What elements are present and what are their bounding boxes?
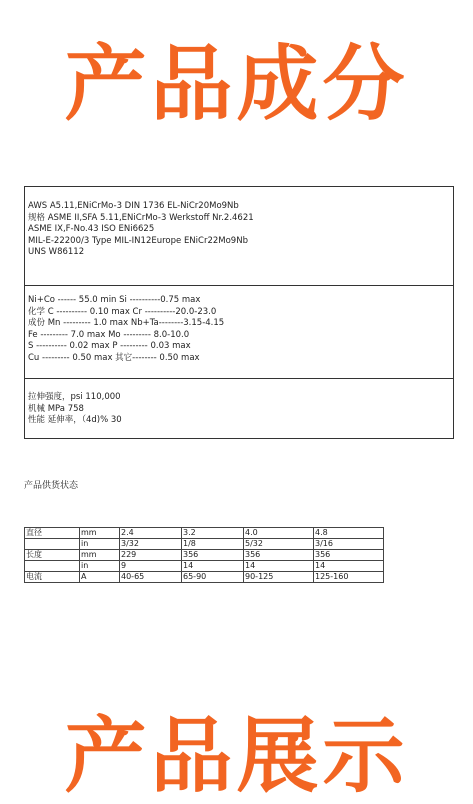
table-cell: mm [80, 550, 120, 561]
table-cell: 356 [314, 550, 384, 561]
banner-title-composition: 产品成分 [64, 37, 409, 132]
table-cell [25, 561, 80, 572]
table-cell: 2.4 [120, 528, 182, 539]
table-cell [25, 539, 80, 550]
table-cell: 3/16 [314, 539, 384, 550]
composition-line: 成份 Mn --------- 1.0 max Nb+Ta--------3.15-4.15 [28, 318, 225, 328]
table-cell: A [80, 572, 120, 583]
table-cell: 65-90 [182, 572, 244, 583]
banner-title-display: 产品展示 [64, 709, 409, 804]
table-cell: 4.8 [314, 528, 384, 539]
table-cell: 229 [120, 550, 182, 561]
table-row [25, 561, 384, 572]
table-cell: 356 [244, 550, 314, 561]
table-cell: 长度 [25, 550, 80, 561]
standards-line: UNS W86112 [28, 247, 85, 257]
table-cell: 电流 [25, 572, 80, 583]
table-cell: 1/8 [182, 539, 244, 550]
chemical-composition-box [24, 286, 454, 379]
table-cell: in [80, 561, 120, 572]
composition-line: Cu --------- 0.50 max 其它-------- 0.50 max [28, 352, 200, 363]
table-cell: 5/32 [244, 539, 314, 550]
table-cell: mm [80, 528, 120, 539]
table-cell: 14 [314, 561, 384, 572]
supply-status-heading: 产品供货状态 [24, 481, 79, 491]
composition-line: 化学 C ---------- 0.10 max Cr ----------20.0-23.0 [28, 306, 217, 317]
composition-line: S ---------- 0.02 max P --------- 0.03 max [28, 341, 191, 351]
table-cell: 40-65 [120, 572, 182, 583]
supply-table [24, 527, 384, 583]
table-cell: 直径 [25, 528, 80, 539]
mechanical-line: 性能 延伸率，（4d)% 30 [28, 415, 122, 425]
mechanical-line: 拉伸强度，psi 110,000 [28, 392, 121, 402]
table-cell: 356 [182, 550, 244, 561]
standards-line: MIL-E-22200/3 Type MIL-IN12Europe ENiCr22Mo9Nb [28, 235, 248, 246]
table-cell: 14 [182, 561, 244, 572]
composition-line: Ni+Co ------ 55.0 min Si ----------0.75 max [28, 295, 201, 305]
table-cell: 3/32 [120, 539, 182, 550]
table-cell: 3.2 [182, 528, 244, 539]
table-row [25, 572, 384, 583]
table-cell: 14 [244, 561, 314, 572]
table-row [25, 528, 384, 539]
table-cell: 125-160 [314, 572, 384, 583]
mechanical-properties-box [24, 379, 454, 439]
standards-line: ASME IX,F-No.43 ISO ENi6625 [28, 224, 155, 234]
standards-box [24, 186, 454, 286]
table-cell: 4.0 [244, 528, 314, 539]
table-row [25, 550, 384, 561]
table-row [25, 539, 384, 550]
composition-line: Fe --------- 7.0 max Mo --------- 8.0-10.0 [28, 329, 190, 340]
standards-line: AWS A5.11,ENiCrMo-3 DIN 1736 EL-NiCr20Mo9Nb [28, 201, 239, 211]
table-cell: 90-125 [244, 572, 314, 583]
mechanical-line: 机械 MPa 758 [28, 403, 84, 414]
table-cell: in [80, 539, 120, 550]
table-cell: 9 [120, 561, 182, 572]
standards-line: 规格 ASME II,SFA 5.11,ENiCrMo-3 Werkstoff Nr.2.4621 [28, 212, 254, 223]
